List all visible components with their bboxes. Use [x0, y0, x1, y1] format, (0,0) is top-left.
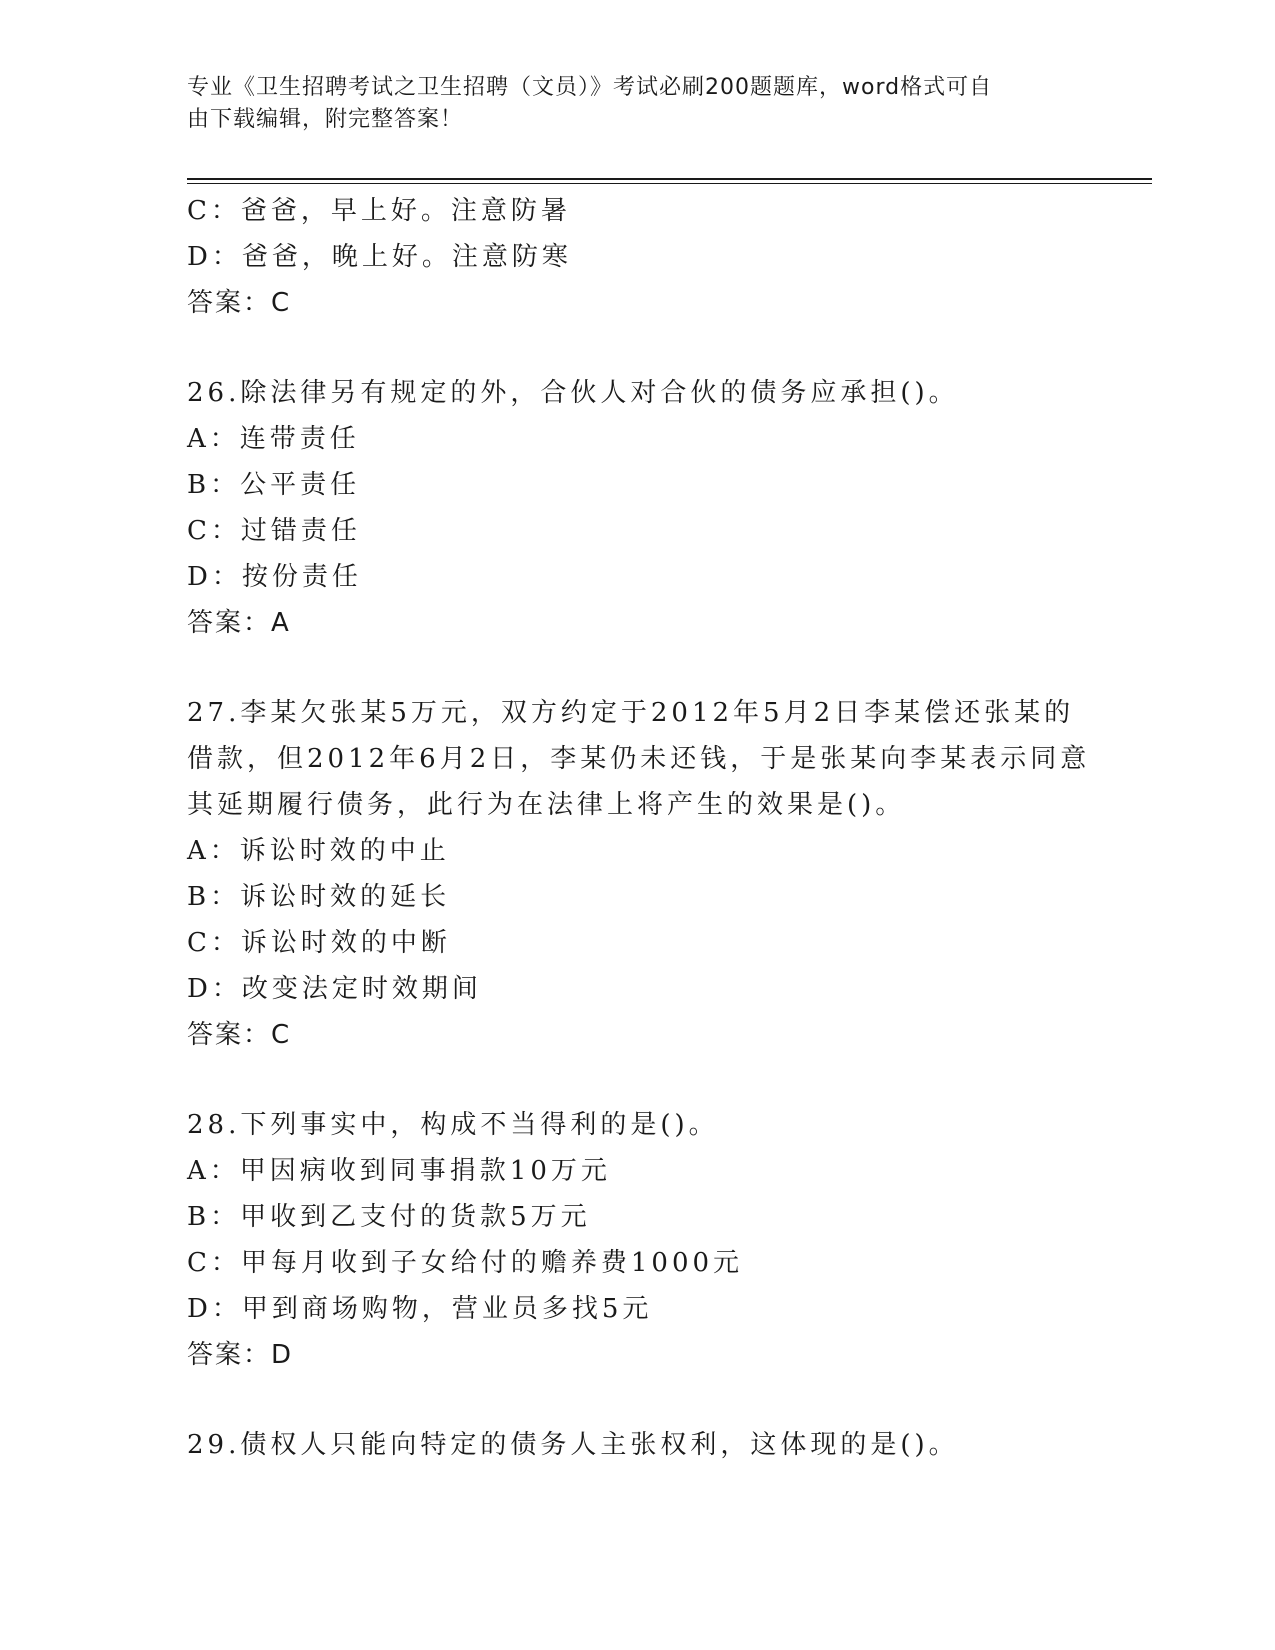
question-list — [187, 188, 1091, 1468]
header-rule-thick — [187, 178, 1152, 180]
question-stem: 26.除法律另有规定的外，合伙人对合伙的债务应承担()。 — [187, 378, 959, 408]
question-stem-line-1: 27.李某欠张某5万元，双方约定于2012年5月2日李某偿还张某的 — [187, 698, 1075, 728]
document-header — [187, 72, 1067, 136]
option-b: B：甲收到乙支付的货款5万元 — [187, 1202, 591, 1232]
question-stem-line-3: 其延期履行债务，此行为在法律上将产生的效果是()。 — [187, 790, 906, 820]
option-d: D：甲到商场购物，营业员多找5元 — [187, 1294, 653, 1324]
option-b: B：公平责任 — [187, 470, 361, 500]
question-stem: 29.债权人只能向特定的债务人主张权利，这体现的是()。 — [187, 1430, 959, 1460]
answer-line: 答案：C — [187, 288, 292, 318]
spacer — [187, 326, 1087, 370]
question-29 — [187, 1422, 1087, 1468]
spacer — [187, 1058, 1087, 1102]
option-c: C：甲每月收到子女给付的赡养费1000元 — [187, 1248, 744, 1278]
option-d: D：改变法定时效期间 — [187, 974, 482, 1004]
question-stem-line-2: 借款，但2012年6月2日，李某仍未还钱，于是张某向李某表示同意 — [187, 744, 1091, 774]
spacer — [187, 1378, 1087, 1422]
option-d: D：按份责任 — [187, 562, 362, 592]
option-a: A：诉讼时效的中止 — [187, 836, 450, 866]
option-c: C：爸爸，早上好。注意防暑 — [187, 196, 571, 226]
option-b: B：诉讼时效的延长 — [187, 882, 451, 912]
spacer — [187, 646, 1087, 690]
answer-line: 答案：C — [187, 1020, 292, 1050]
answer-line: 答案：D — [187, 1340, 294, 1370]
option-d: D：爸爸，晚上好。注意防寒 — [187, 242, 572, 272]
option-c: C：过错责任 — [187, 516, 361, 546]
answer-line: 答案：A — [187, 608, 291, 638]
header-line-1: 专业《卫生招聘考试之卫生招聘（文员）》考试必刷200题题库，word格式可自 — [187, 75, 993, 100]
question-stem: 28.下列事实中，构成不当得利的是()。 — [187, 1110, 719, 1140]
header-rule-thin — [187, 183, 1152, 184]
question-25 — [187, 188, 1087, 326]
question-27 — [187, 690, 1091, 1058]
option-c: C：诉讼时效的中断 — [187, 928, 451, 958]
question-26 — [187, 370, 1087, 646]
option-a: A：连带责任 — [187, 424, 360, 454]
question-28 — [187, 1102, 1087, 1378]
option-a: A：甲因病收到同事捐款10万元 — [187, 1156, 611, 1186]
header-line-2: 由下载编辑，附完整答案！ — [187, 107, 464, 132]
